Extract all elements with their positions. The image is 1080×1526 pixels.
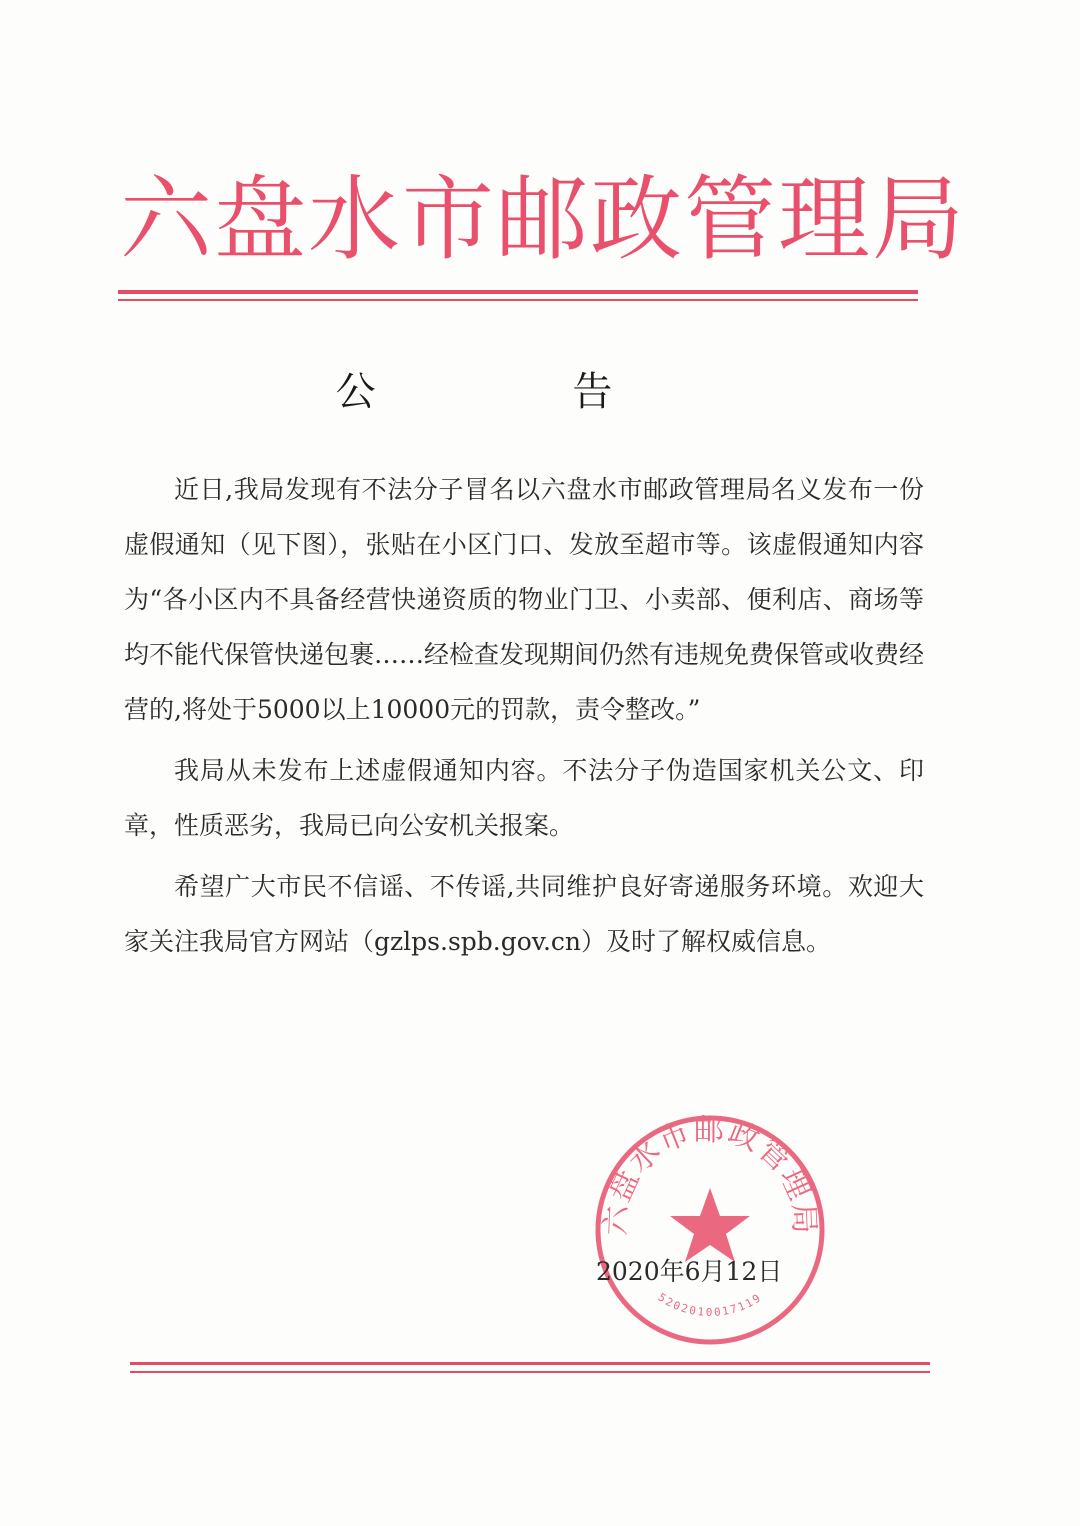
letterhead-title: 六盘水市邮政管理局 (120, 166, 967, 273)
footer-rule-thin (130, 1371, 930, 1373)
document-date: 2020年6月12日 (596, 1257, 783, 1286)
official-seal-icon (590, 1110, 830, 1350)
paragraph-1: 近日,我局发现有不法分子冒名以六盘水市邮政管理局名义发布一份虚假通知（见下图），张贴在小区门口、发放至超市等。该虚假通知内容为“各小区内不具备经营快递资质的物业门卫、小卖部、便利店、商场等均不能代保管快递包裹……经检查发现期间仍然有违规免费保管或收费经营的,将处于5000以上10000元的罚款，责令整改。” (124, 475, 925, 724)
document-title: 公 告 (335, 369, 705, 415)
document-body (124, 462, 924, 975)
letterhead-rule-thick (118, 290, 918, 294)
footer-rule-thick (130, 1362, 930, 1365)
paragraph-2: 我局从未发布上述虚假通知内容。不法分子伪造国家机关公文、印章，性质恶劣，我局已向公安机关报案。 (124, 756, 924, 840)
paragraph-3: 希望广大市民不信谣、不传谣,共同维护良好寄递服务环境。欢迎大家关注我局官方网站（gzlps.spb.gov.cn）及时了解权威信息。 (124, 872, 924, 956)
svg-text:5202010017119: 5202010017119 (655, 1290, 765, 1319)
seal-star-icon (670, 1188, 750, 1262)
svg-text:六盘水市邮政管理局: 六盘水市邮政管理局 (598, 1112, 822, 1237)
letterhead-rule-thin (118, 299, 918, 301)
